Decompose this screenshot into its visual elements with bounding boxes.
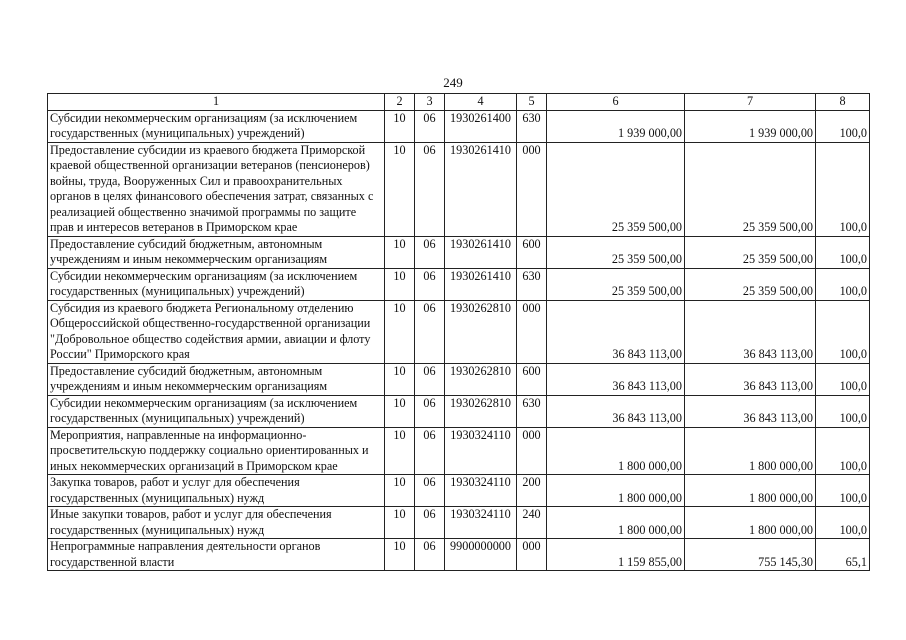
- section-code: 10: [385, 427, 415, 475]
- approved-amount: 36 843 113,00: [547, 363, 685, 395]
- page-number: 249: [443, 75, 463, 90]
- execution-percent: 100,0: [816, 395, 870, 427]
- target-item-code: 1930261410: [445, 142, 517, 236]
- subsection-code: 06: [415, 236, 445, 268]
- executed-amount: 25 359 500,00: [685, 142, 816, 236]
- execution-percent: 100,0: [816, 268, 870, 300]
- subsection-code: 06: [415, 363, 445, 395]
- table-row: [48, 110, 870, 142]
- expense-type-code: 240: [517, 507, 547, 539]
- row-name: Субсидии некоммерческим организациям (за исключением государственных (муниципальных) учреждений): [48, 395, 385, 427]
- expense-type-code: 000: [517, 142, 547, 236]
- section-code: 10: [385, 268, 415, 300]
- target-item-code: 1930324110: [445, 427, 517, 475]
- section-code: 10: [385, 507, 415, 539]
- subsection-code: 06: [415, 507, 445, 539]
- table-header-row: [48, 94, 870, 111]
- column-header: 5: [517, 94, 547, 111]
- row-name: Иные закупки товаров, работ и услуг для обеспечения государственных (муниципальных) нужд: [48, 507, 385, 539]
- table-row: [48, 236, 870, 268]
- budget-table: [47, 93, 870, 571]
- table-row: [48, 268, 870, 300]
- approved-amount: 36 843 113,00: [547, 395, 685, 427]
- approved-amount: 25 359 500,00: [547, 236, 685, 268]
- subsection-code: 06: [415, 268, 445, 300]
- executed-amount: 36 843 113,00: [685, 395, 816, 427]
- column-header: 7: [685, 94, 816, 111]
- target-item-code: 1930262810: [445, 395, 517, 427]
- section-code: 10: [385, 236, 415, 268]
- row-name: Непрограммные направления деятельности органов государственной власти: [48, 539, 385, 571]
- section-code: 10: [385, 300, 415, 363]
- target-item-code: 1930262810: [445, 363, 517, 395]
- section-code: 10: [385, 539, 415, 571]
- target-item-code: 1930261410: [445, 268, 517, 300]
- row-name: Субсидия из краевого бюджета Региональному отделению Общероссийской общественно-государственной организации "Добровольное общество содействия армии, авиации и флоту России" Приморского края: [48, 300, 385, 363]
- section-code: 10: [385, 363, 415, 395]
- column-header: 1: [48, 94, 385, 111]
- subsection-code: 06: [415, 427, 445, 475]
- expense-type-code: 630: [517, 395, 547, 427]
- executed-amount: 25 359 500,00: [685, 268, 816, 300]
- row-name: Предоставление субсидий бюджетным, автономным учреждениям и иным некоммерческим организациям: [48, 363, 385, 395]
- row-name: Предоставление субсидии из краевого бюджета Приморской краевой общественной организации ветеранов (пенсионеров) войны, труда, Вооруженных Сил и правоохранительных органов в целях финансового обеспечения затрат, связанных с реализацией общественно значимой программы по защите прав и интересов ветеранов в Приморском крае: [48, 142, 385, 236]
- section-code: 10: [385, 142, 415, 236]
- subsection-code: 06: [415, 110, 445, 142]
- execution-percent: 100,0: [816, 363, 870, 395]
- expense-type-code: 200: [517, 475, 547, 507]
- approved-amount: 1 159 855,00: [547, 539, 685, 571]
- row-name: Субсидии некоммерческим организациям (за исключением государственных (муниципальных) учреждений): [48, 268, 385, 300]
- approved-amount: 25 359 500,00: [547, 268, 685, 300]
- executed-amount: 25 359 500,00: [685, 236, 816, 268]
- execution-percent: 100,0: [816, 507, 870, 539]
- table-row: [48, 507, 870, 539]
- executed-amount: 36 843 113,00: [685, 363, 816, 395]
- expense-type-code: 000: [517, 427, 547, 475]
- table-row: [48, 475, 870, 507]
- subsection-code: 06: [415, 539, 445, 571]
- executed-amount: 1 800 000,00: [685, 475, 816, 507]
- row-name: Закупка товаров, работ и услуг для обеспечения государственных (муниципальных) нужд: [48, 475, 385, 507]
- executed-amount: 1 939 000,00: [685, 110, 816, 142]
- expense-type-code: 000: [517, 300, 547, 363]
- column-header: 2: [385, 94, 415, 111]
- execution-percent: 65,1: [816, 539, 870, 571]
- expense-type-code: 630: [517, 110, 547, 142]
- execution-percent: 100,0: [816, 300, 870, 363]
- table-row: [48, 363, 870, 395]
- table-row: [48, 539, 870, 571]
- executed-amount: 1 800 000,00: [685, 427, 816, 475]
- table-row: [48, 395, 870, 427]
- section-code: 10: [385, 110, 415, 142]
- approved-amount: 1 800 000,00: [547, 475, 685, 507]
- approved-amount: 36 843 113,00: [547, 300, 685, 363]
- target-item-code: 1930262810: [445, 300, 517, 363]
- subsection-code: 06: [415, 475, 445, 507]
- column-header: 4: [445, 94, 517, 111]
- executed-amount: 1 800 000,00: [685, 507, 816, 539]
- executed-amount: 36 843 113,00: [685, 300, 816, 363]
- approved-amount: 1 939 000,00: [547, 110, 685, 142]
- target-item-code: 9900000000: [445, 539, 517, 571]
- executed-amount: 755 145,30: [685, 539, 816, 571]
- target-item-code: 1930324110: [445, 475, 517, 507]
- execution-percent: 100,0: [816, 475, 870, 507]
- target-item-code: 1930324110: [445, 507, 517, 539]
- execution-percent: 100,0: [816, 427, 870, 475]
- table-row: [48, 300, 870, 363]
- approved-amount: 1 800 000,00: [547, 427, 685, 475]
- expense-type-code: 000: [517, 539, 547, 571]
- approved-amount: 25 359 500,00: [547, 142, 685, 236]
- subsection-code: 06: [415, 142, 445, 236]
- expense-type-code: 600: [517, 363, 547, 395]
- execution-percent: 100,0: [816, 110, 870, 142]
- expense-type-code: 630: [517, 268, 547, 300]
- subsection-code: 06: [415, 300, 445, 363]
- section-code: 10: [385, 395, 415, 427]
- approved-amount: 1 800 000,00: [547, 507, 685, 539]
- column-header: 8: [816, 94, 870, 111]
- table-row: [48, 142, 870, 236]
- section-code: 10: [385, 475, 415, 507]
- target-item-code: 1930261400: [445, 110, 517, 142]
- expense-type-code: 600: [517, 236, 547, 268]
- column-header: 6: [547, 94, 685, 111]
- subsection-code: 06: [415, 395, 445, 427]
- execution-percent: 100,0: [816, 142, 870, 236]
- column-header: 3: [415, 94, 445, 111]
- row-name: Предоставление субсидий бюджетным, автономным учреждениям и иным некоммерческим организациям: [48, 236, 385, 268]
- execution-percent: 100,0: [816, 236, 870, 268]
- row-name: Субсидии некоммерческим организациям (за исключением государственных (муниципальных) учреждений): [48, 110, 385, 142]
- row-name: Мероприятия, направленные на информационно-просветительскую поддержку социально ориентированных и иных некоммерческих организаций в Приморском крае: [48, 427, 385, 475]
- target-item-code: 1930261410: [445, 236, 517, 268]
- table-row: [48, 427, 870, 475]
